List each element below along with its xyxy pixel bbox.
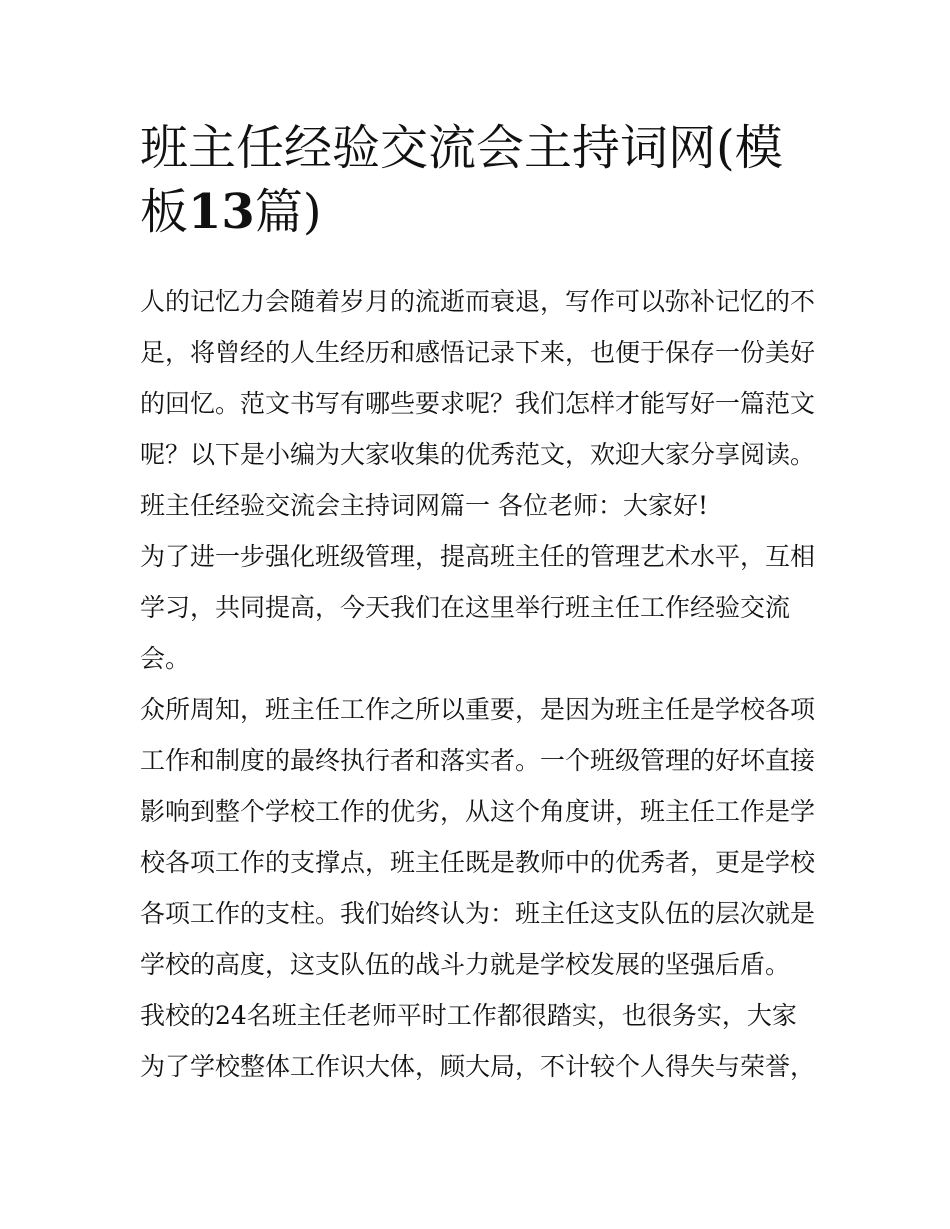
title-number: 13 (188, 184, 255, 240)
paragraph-school-teachers: 我校的24名班主任老师平时工作都很踏实，也很务实，大家为了学校整体工作识大体，顾大局，不计较个人得失与荣誉， (140, 1001, 816, 1081)
paragraph-purpose: 为了进一步强化班级管理，提高班主任的管理艺术水平，互相学习，共同提高，今天我们在这里举行班主任工作经验交流会。 (140, 542, 816, 673)
paragraph-greeting: 班主任经验交流会主持词网篇一 各位老师：大家好! (140, 491, 708, 520)
document-title (140, 116, 820, 244)
title-part-2: 篇) (254, 184, 322, 240)
title-part-1: 班主任经验交流会主持词网(模板 (140, 120, 783, 240)
document-body (140, 276, 820, 1092)
paragraph-importance: 众所周知，班主任工作之所以重要，是因为班主任是学校各项工作和制度的最终执行者和落实者。一个班级管理的好坏直接影响到整个学校工作的优劣，从这个角度讲，班主任工作是学校各项工作的支撑点，班主任既是教师中的优秀者，更是学校各项工作的支柱。我们始终认为：班主任这支队伍的层次就是学校的高度，这支队伍的战斗力就是学校发展的坚强后盾。 (140, 695, 816, 979)
paragraph-intro: 人的记忆力会随着岁月的流逝而衰退，写作可以弥补记忆的不足，将曾经的人生经历和感悟记录下来，也便于保存一份美好的回忆。范文书写有哪些要求呢？我们怎样才能写好一篇范文呢？以下是小编为大家收集的优秀范文，欢迎大家分享阅读。 (140, 287, 816, 469)
